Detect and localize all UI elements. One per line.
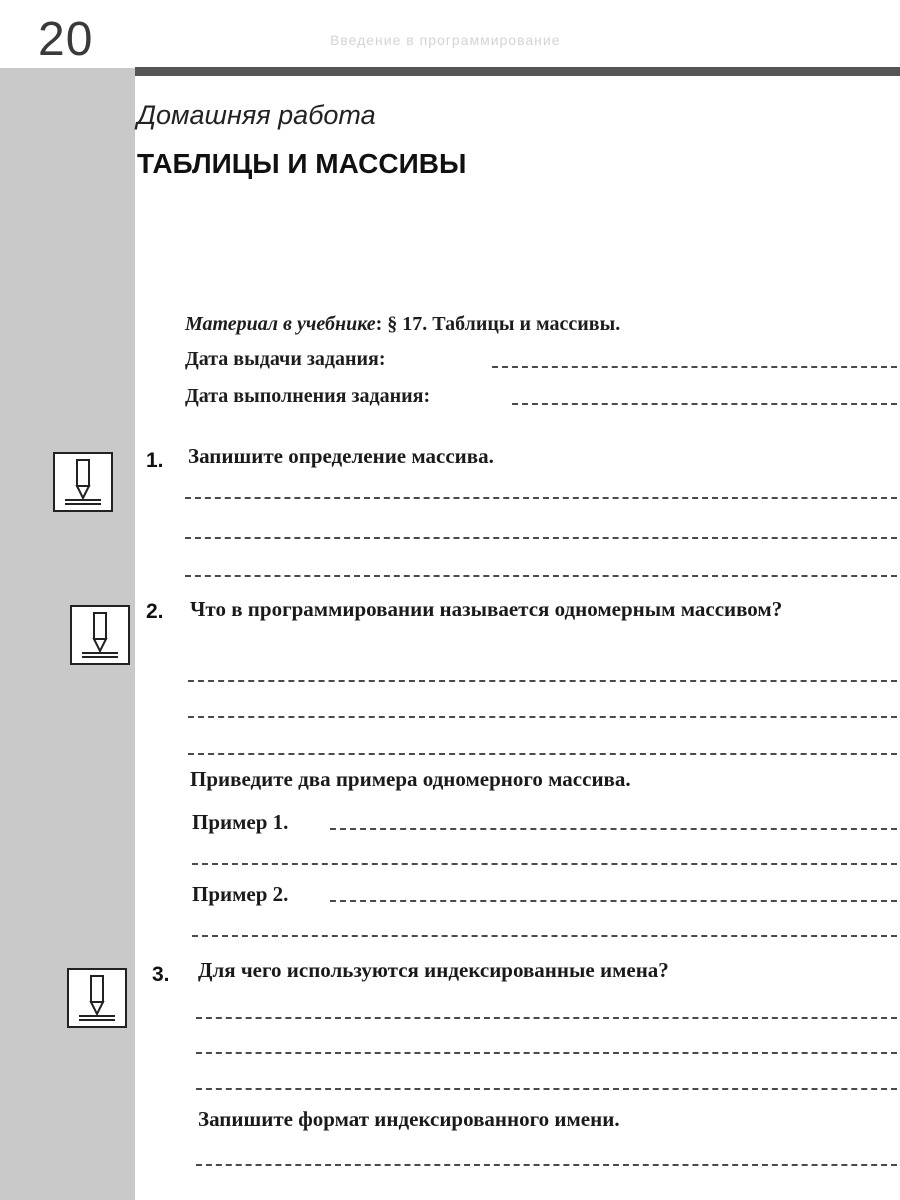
answer-line[interactable] xyxy=(196,1017,897,1019)
task-1-number: 1. xyxy=(146,449,164,472)
task-3-number: 3. xyxy=(152,963,170,986)
answer-line[interactable] xyxy=(185,537,897,539)
task-1-text: Запишите определение массива. xyxy=(188,444,494,468)
answer-line[interactable] xyxy=(196,1088,897,1090)
example-1-field[interactable] xyxy=(330,828,897,830)
task-2-text: Что в программировании называется одномерным массивом? xyxy=(190,597,783,621)
done-date-field[interactable] xyxy=(512,403,897,405)
answer-line[interactable] xyxy=(192,935,897,937)
example-2-field[interactable] xyxy=(330,900,897,902)
answer-line[interactable] xyxy=(188,753,897,755)
answer-line[interactable] xyxy=(188,716,897,718)
answer-line[interactable] xyxy=(185,497,897,499)
bleed-through-header: Введение в программирование xyxy=(330,32,561,48)
task-2-sub-prompt: Приведите два примера одномерного массива. xyxy=(190,767,631,791)
material-reference xyxy=(185,313,620,336)
task-2-number: 2. xyxy=(146,600,164,623)
page-title: ТАБЛИЦЫ И МАССИВЫ xyxy=(137,148,467,179)
header-rule xyxy=(135,67,900,76)
example-2-label: Пример 2. xyxy=(192,882,289,906)
issue-date-label: Дата выдачи задания: xyxy=(185,348,386,370)
answer-line[interactable] xyxy=(192,863,897,865)
example-1-label: Пример 1. xyxy=(192,810,289,834)
answer-line[interactable] xyxy=(196,1164,897,1166)
material-text: : § 17. Таблицы и массивы. xyxy=(375,313,621,335)
answer-line[interactable] xyxy=(188,680,897,682)
done-date-label: Дата выполнения задания: xyxy=(185,385,431,407)
task-3-sub-prompt: Запишите формат индексированного имени. xyxy=(198,1107,620,1131)
answer-line[interactable] xyxy=(185,575,897,577)
homework-label: Домашняя работа xyxy=(137,100,376,130)
page-number: 20 xyxy=(38,13,94,66)
pen-writing-icon xyxy=(67,968,127,1028)
task-3-text: Для чего используются индексированные имена? xyxy=(198,958,669,982)
material-label: Материал в учебнике xyxy=(185,313,376,335)
issue-date-field[interactable] xyxy=(492,366,897,368)
answer-line[interactable] xyxy=(196,1052,897,1054)
pen-writing-icon xyxy=(53,452,113,512)
pen-writing-icon xyxy=(70,605,130,665)
